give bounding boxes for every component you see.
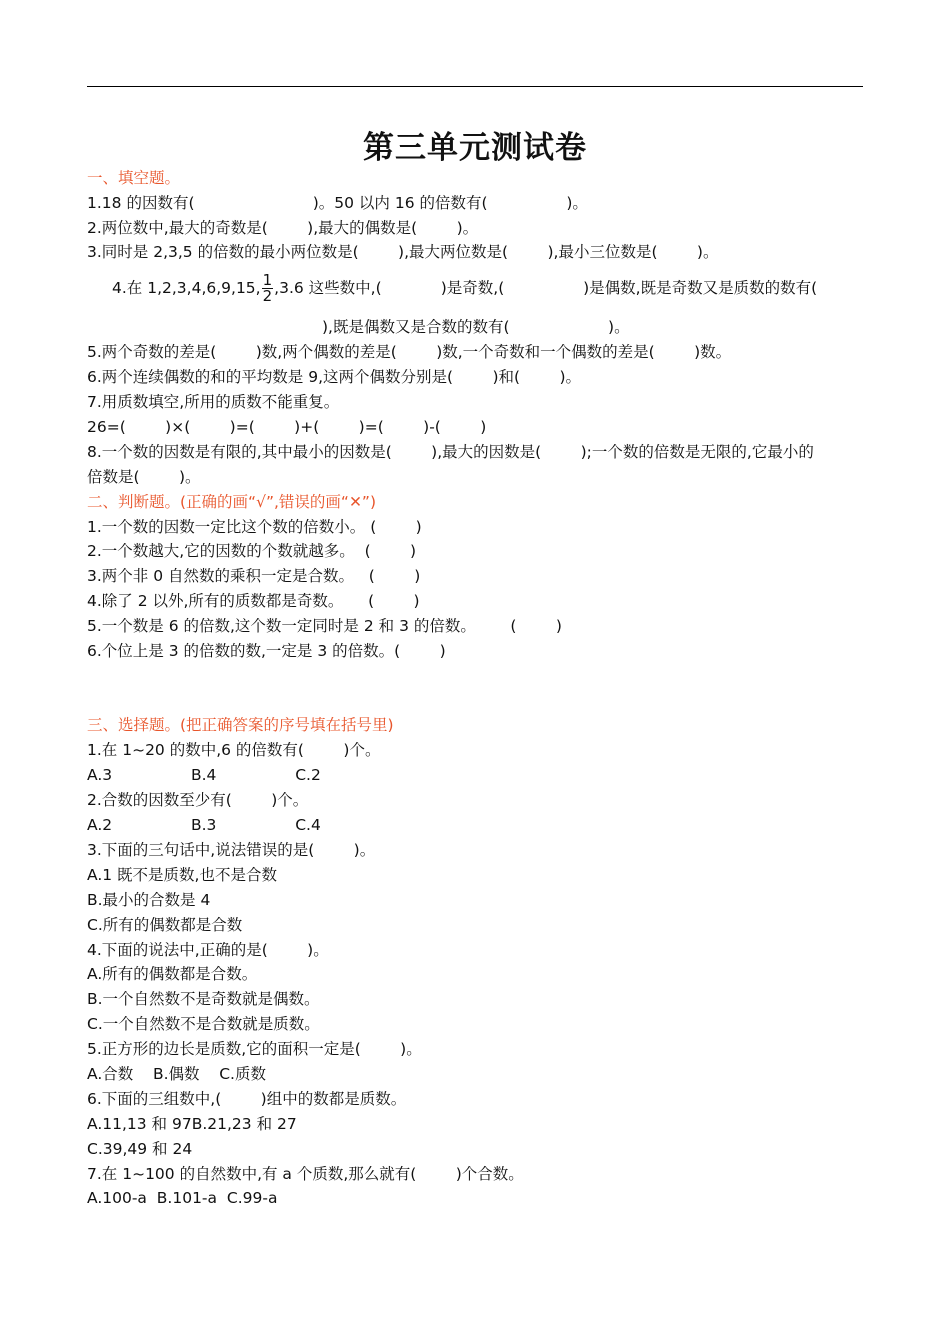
s3-line: C.所有的偶数都是合数	[87, 916, 243, 934]
section1-heading: 一、填空题。	[87, 169, 181, 187]
s3-line: A.100-a B.101-a C.99-a	[87, 1189, 278, 1207]
s2-item: 5.一个数是 6 的倍数,这个数一定同时是 2 和 3 的倍数。 ( )	[87, 617, 562, 635]
s3-line: C.一个自然数不是合数就是质数。	[87, 1015, 320, 1033]
s3-line: A.合数 B.偶数 C.质数	[87, 1065, 266, 1083]
s1-q4	[112, 270, 817, 306]
s3-line: A.1 既不是质数,也不是合数	[87, 866, 277, 884]
s1-q4-line2: ),既是偶数又是合数的数有( )。	[322, 318, 630, 336]
section2-heading: 二、判断题。(正确的画“√”,错误的画“✕”)	[87, 493, 377, 511]
s3-line: 4.下面的说法中,正确的是( )。	[87, 941, 329, 959]
s3-line: B.一个自然数不是奇数就是偶数。	[87, 990, 320, 1008]
fraction-numerator: 1	[262, 271, 273, 289]
s1-q7: 7.用质数填空,所用的质数不能重复。	[87, 393, 340, 411]
s3-line: 5.正方形的边长是质数,它的面积一定是( )。	[87, 1040, 422, 1058]
s2-item: 2.一个数越大,它的因数的个数就越多。 ( )	[87, 542, 417, 560]
s1-q4-before: 4.在 1,2,3,4,6,9,15,	[112, 279, 261, 297]
s3-line: 7.在 1~100 的自然数中,有 a 个质数,那么就有( )个合数。	[87, 1165, 524, 1183]
s1-q3: 3.同时是 2,3,5 的倍数的最小两位数是( ),最大两位数是( ),最小三位数是( )。	[87, 243, 719, 261]
s3-line: 2.合数的因数至少有( )个。	[87, 791, 309, 809]
s3-line: A.2 B.3 C.4	[87, 816, 321, 834]
s1-q7-equation: 26=( )×( )=( )+( )=( )-( )	[87, 418, 487, 436]
s2-item: 1.一个数的因数一定比这个数的倍数小。 ( )	[87, 518, 422, 536]
s3-line: A.3 B.4 C.2	[87, 766, 321, 784]
page-title: 第三单元测试卷	[363, 130, 587, 166]
section3-heading: 三、选择题。(把正确答案的序号填在括号里)	[87, 716, 394, 734]
fraction-denominator: 2	[262, 287, 273, 305]
header-rule	[87, 86, 863, 87]
s3-line: 6.下面的三组数中,( )组中的数都是质数。	[87, 1090, 407, 1108]
s3-line: B.最小的合数是 4	[87, 891, 211, 909]
s1-q8: 8.一个数的因数是有限的,其中最小的因数是( ),最大的因数是( );一个数的倍数是无限的,它最小的	[87, 443, 814, 461]
s1-q1: 1.18 的因数有( )。50 以内 16 的倍数有( )。	[87, 194, 588, 212]
one-half-fraction	[262, 273, 274, 304]
s3-line: A.所有的偶数都是合数。	[87, 965, 258, 983]
s1-q8-line2: 倍数是( )。	[87, 468, 201, 486]
s2-item: 4.除了 2 以外,所有的质数都是奇数。 ( )	[87, 592, 420, 610]
s1-q4-after: ,3.6 这些数中,( )是奇数,( )是偶数,既是奇数又是质数的数有(	[274, 279, 818, 297]
s3-line: 3.下面的三句话中,说法错误的是( )。	[87, 841, 376, 859]
s3-line: 1.在 1~20 的数中,6 的倍数有( )个。	[87, 741, 381, 759]
s3-line: C.39,49 和 24	[87, 1140, 193, 1158]
s3-line: A.11,13 和 97B.21,23 和 27	[87, 1115, 297, 1133]
s1-q5: 5.两个奇数的差是( )数,两个偶数的差是( )数,一个奇数和一个偶数的差是( )数。	[87, 343, 732, 361]
s1-q2: 2.两位数中,最大的奇数是( ),最大的偶数是( )。	[87, 219, 479, 237]
s2-item: 6.个位上是 3 的倍数的数,一定是 3 的倍数。( )	[87, 642, 446, 660]
s2-item: 3.两个非 0 自然数的乘积一定是合数。 ( )	[87, 567, 421, 585]
s1-q6: 6.两个连续偶数的和的平均数是 9,这两个偶数分别是( )和( )。	[87, 368, 582, 386]
